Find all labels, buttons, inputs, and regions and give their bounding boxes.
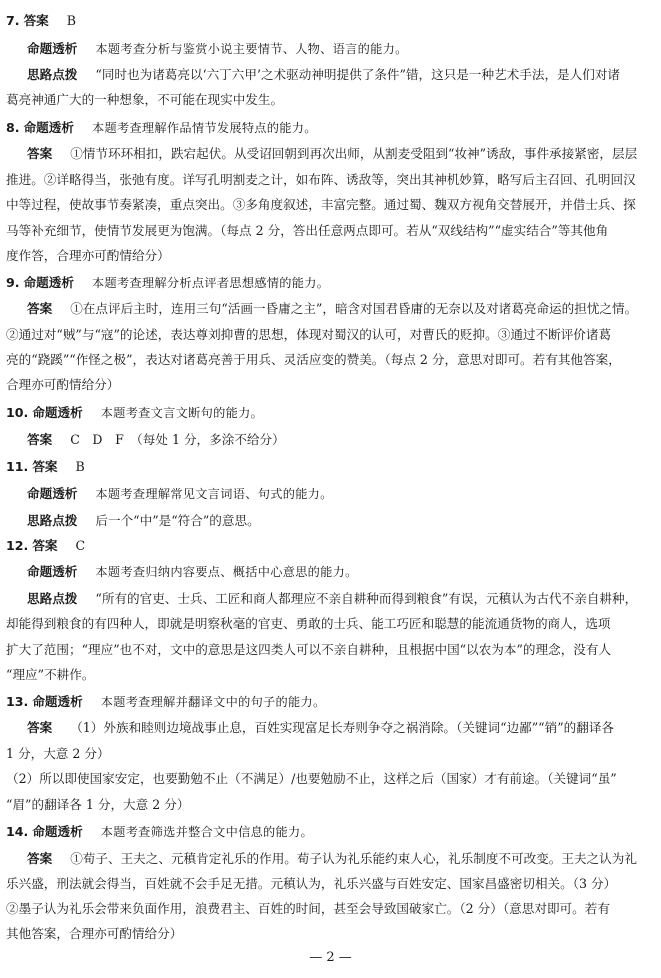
- item-10-analysis: 10. 命题透析 本题考查文言文断句的能力。: [6, 405, 264, 420]
- item-8-analysis: 8. 命题透析 本题考查理解作品情节发展特点的能力。: [6, 120, 317, 135]
- answer-text: B: [66, 13, 77, 28]
- item-11-analysis: 命题透析 本题考查理解常见文言词语、句式的能力。: [27, 486, 333, 501]
- item-13-answer: 答案 （1）外族和睦则边境战事止息，百姓实现富足长寿则争夺之祸消除。（关键词“边鄙”“销”的翻译各: [27, 720, 615, 735]
- document-page: 7. 答案 B 命题透析 本题考查分析与鉴赏小说主要情节、人物、语言的能力。 思路点拨 “同时也为诸葛亮以‘六丁六甲’之术驱动神明提供了条件”错，这只是一种艺术手法，是人们对诸 葛亮神通广大的一种想象，不可能在现实中发生。 8. 命题透析 本题考查理解作品情节发展特点的能力。 答案 ①情节环环相扣，跌宕起伏。从受诏回朝到再次出师，从割麦受阻到“妆神”诱敌，事件承接紧密，层层 推进。②详略得当，张弛有度。详写孔明割麦之计，如布阵、诱敌等，突出其神机妙算，略写后主召回、孔明回汉 中等过程，使故事节奏紧凑，重点突出。③多角度叙述，丰富完整。通过蜀、魏双方视角交替展开，并借士兵、探 马等补充细节，使情节发展更为饱满。（每点 2 分，答出任意两点即可。若从“双线结构”“虚实结合”等其他角 度作答，合理亦可酌情给分） 9. 命题透析 本题考查理解分析点评者思想感情的能力。 答案 ①在点评后主时，连用三句“活画一昏庸之主”，暗含对国君昏庸的无奈以及对诸葛亮命运的担忧之情。 ②通过对“贼”与“寇”的论述，表达尊刘抑曹的思想，体现对蜀汉的认可，对曹氏的贬抑。③通过不断评价诸葛 亮的“跷蹊”“作怪之极”，表达对诸葛亮善于用兵、灵活应变的赞美。（每点 2 分，意思对即可。若有其他答案， 合理亦可酌情给分） 10. 命题透析 本题考查文言文断句的能力。 答案 C D F （每处 1 分，多涂不给分） 11. 答案 B 命题透析 本题考查理解常见文言词语、句式的能力。 思路点拨 后一个“中”是“符合”的意思。 12. 答案 C 命题透析 本题考查归纳内容要点、概括中心意思的能力。 思路点拨 “所有的官吏、士兵、工匠和商人都理应不亲自耕种而得到粮食”有误，元稹认为古代不亲自耕种， 却能得到粮食的有四种人，即就是明察秋毫的官吏、勇敢的士兵、能工巧匠和聪慧的能流通货物的商人，选项 扩大了范围；“理应”也不对，文中的意思是这四类人可以不亲自耕种，且根据中国“以农为本”的理念，没有人 “理应”不耕作。 13. 命题透析 本题考查理解并翻译文中的句子的能力。 答案 （1）外族和睦则边境战事止息，百姓实现富足长寿则争夺之祸消除。（关键词“边鄙”“销”的翻译各 1 分，大意 2 分） （2）所以即使国家安定，也要勤勉不止（不满足）/也要勉励不止，这样之后（国家）才有前途。（关键词“虽” “眉”的翻译各 1 分，大意 2 分） 14. 命题透析 本题考查筛选并整合文中信息的能力。 答案 ①荀子、王夫之、元稹肯定礼乐的作用。荀子认为礼乐能约束人心，礼乐制度不可改变。王夫之认为礼 乐兴盛，刑法就会得当，百姓就不会手足无措。元稹认为，礼乐兴盛与百姓安定、国家昌盛密切相关。（3 分） ②墨子认为礼乐会带来负面作用，浪费君主、百姓的时间，甚至会导致国破家亡。（2 分）（意思对即可。若有 其他答案，合理亦可酌情给分） — 2 —: [0, 0, 661, 978]
- item-number: 7.: [6, 13, 20, 28]
- item-7-answer: [6, 13, 76, 29]
- item-7-analysis: 命题透析 本题考查分析与鉴赏小说主要情节、人物、语言的能力。: [27, 41, 408, 56]
- item-10-answer: 答案 C D F （每处 1 分，多涂不给分）: [27, 432, 285, 447]
- item-14-answer: 答案 ①荀子、王夫之、元稹肯定礼乐的作用。荀子认为礼乐能约束人心，礼乐制度不可改变。王夫之认为礼: [27, 851, 637, 866]
- item-9-analysis: 9. 命题透析 本题考查理解分析点评者思想感情的能力。: [6, 275, 330, 290]
- item-12-hint: 思路点拨 “所有的官吏、士兵、工匠和商人都理应不亲自耕种而得到粮食”有误，元稹认为古代不亲自耕种，: [27, 591, 638, 606]
- item-8-answer: 答案 ①情节环环相扣，跌宕起伏。从受诏回朝到再次出师，从割麦受阻到“妆神”诱敌，事件承接紧密，层层: [27, 146, 638, 161]
- item-12-answer: 12. 答案 C: [6, 538, 86, 553]
- item-9-answer: 答案 ①在点评后主时，连用三句“活画一昏庸之主”，暗含对国君昏庸的无奈以及对诸葛亮命运的担忧之情。: [27, 301, 638, 316]
- item-14-analysis: 14. 命题透析 本题考查筛选并整合文中信息的能力。: [6, 824, 314, 839]
- page-number: — 2 —: [309, 950, 352, 965]
- item-7-hint-cont: 葛亮神通广大的一种想象，不可能在现实中发生。: [6, 92, 284, 107]
- item-7-hint: 思路点拨 “同时也为诸葛亮以‘六丁六甲’之术驱动神明提供了条件”错，这只是一种艺术手法，是人们对诸: [27, 67, 621, 82]
- item-12-analysis: 命题透析 本题考查归纳内容要点、概括中心意思的能力。: [27, 564, 358, 579]
- item-13-analysis: 13. 命题透析 本题考查理解并翻译文中的句子的能力。: [6, 694, 326, 709]
- answer-label: 答案: [23, 13, 49, 28]
- item-11-hint: 思路点拨 后一个“中”是“符合”的意思。: [27, 513, 260, 528]
- item-11-answer: 11. 答案 B: [6, 459, 85, 474]
